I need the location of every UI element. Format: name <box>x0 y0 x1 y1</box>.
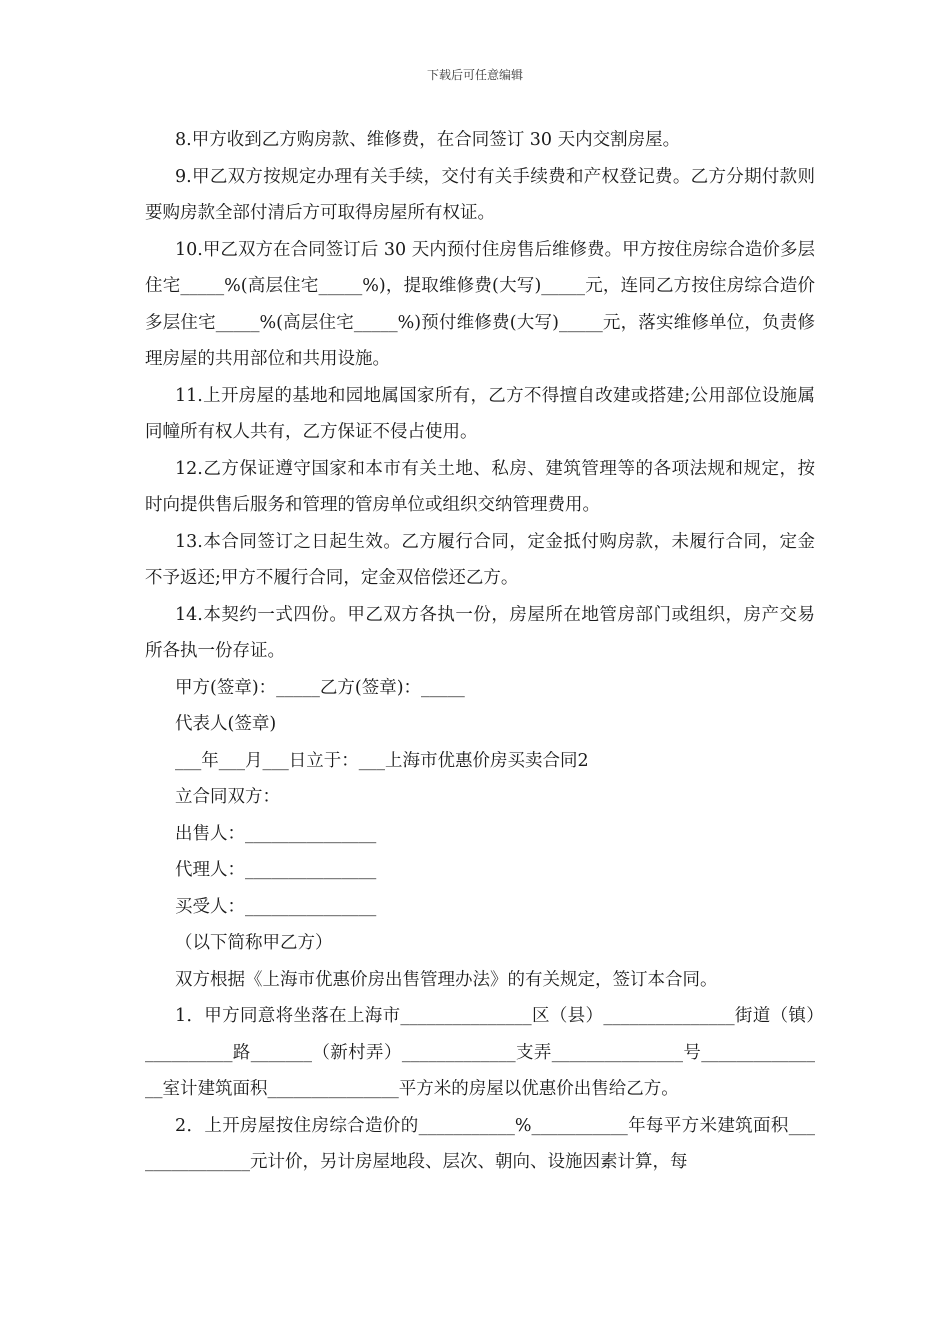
clause-12: 12.乙方保证遵守国家和本市有关土地、私房、建筑管理等的各项法规和规定，按时向提供售后服务和管理的管房单位或组织交纳管理费用。 <box>145 458 815 515</box>
date-title-line: ___年___月___日立于：___上海市优惠价房买卖合同2 <box>175 750 589 771</box>
clause-14: 14.本契约一式四份。甲乙双方各执一份，房屋所在地管房部门或组织，房产交易所各执一份存证。 <box>145 604 815 661</box>
article-2: 2．上开房屋按住房综合造价的___________%___________年每平方米建筑面积_______________元计价，另计房屋地段、层次、朝向、设施因素计算，每 <box>145 1115 815 1172</box>
representative-line: 代表人(签章) <box>175 714 277 734</box>
signature-line: 甲方(签章)：_____乙方(签章)：_____ <box>175 677 465 698</box>
parties-heading: 立合同双方： <box>175 787 280 807</box>
article-1: 1．甲方同意将坐落在上海市_______________区（县）_______________街道（镇）__________路_______（新村弄）_____________支弄_______________号_______________室计建筑面积_______________平方米的房屋以优惠价出售给乙方。 <box>145 1006 815 1099</box>
clause-11: 11.上开房屋的基地和园地属国家所有，乙方不得擅自改建或搭建;公用部位设施属同幢所有权人共有，乙方保证不侵占使用。 <box>145 385 815 442</box>
seller-line: 出售人：_______________ <box>175 823 377 844</box>
clause-10: 10.甲乙双方在合同签订后 30 天内预付住房售后维修费。甲方按住房综合造价多层住宅_____%(高层住宅_____%)，提取维修费(大写)_____元，连同乙方按住房综合造价多层住宅_____%(高层住宅_____%)预付维修费(大写)_____元，落实维修单位，负责修理房屋的共用部位和共用设施。 <box>145 239 815 369</box>
document-body <box>145 122 815 1181</box>
clause-13: 13.本合同签订之日起生效。乙方履行合同，定金抵付购房款，未履行合同，定金不予返还;甲方不履行合同，定金双倍偿还乙方。 <box>145 531 815 588</box>
page-header: 下载后可任意编辑 <box>426 68 523 82</box>
clause-9: 9.甲乙双方按规定办理有关手续，交付有关手续费和产权登记费。乙方分期付款则要购房款全部付清后方可取得房屋所有权证。 <box>145 166 815 223</box>
clause-8: 8.甲方收到乙方购房款、维修费，在合同签订 30 天内交割房屋。 <box>175 130 681 150</box>
agent-line: 代理人：_______________ <box>175 860 377 880</box>
preamble: 双方根据《上海市优惠价房出售管理办法》的有关规定，签订本合同。 <box>175 969 718 990</box>
buyer-line: 买受人：_______________ <box>175 896 377 917</box>
abbreviation-note: （以下简称甲乙方） <box>175 933 333 953</box>
